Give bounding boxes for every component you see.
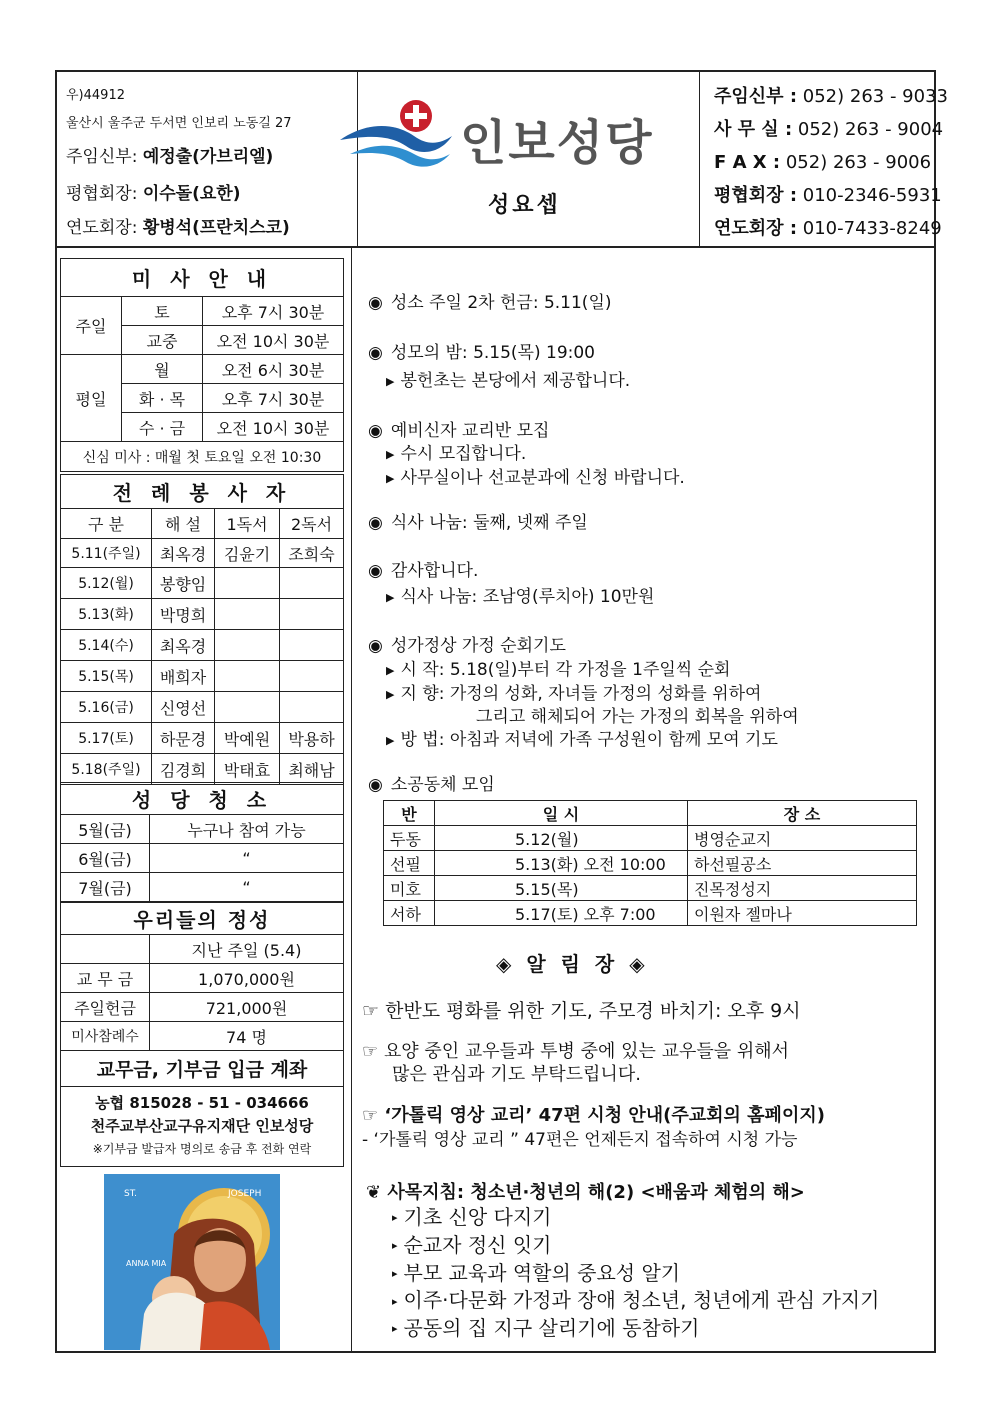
church-logo-icon [336, 96, 456, 172]
mass-day: 교중 [122, 326, 203, 355]
mass-day: 토 [122, 297, 203, 326]
notice-title: ◉ 성가정상 가정 순회기도 [368, 636, 566, 656]
server-cell: 조희숙 [280, 539, 344, 568]
contact-row: F A X : 052) 263 - 9006 [714, 152, 932, 173]
server-cell: 김윤기 [215, 539, 280, 568]
cleaning-note: “ [150, 873, 344, 902]
icon-label-top: ST. [124, 1189, 138, 1199]
server-cell: 최옥경 [152, 539, 215, 568]
server-cell: 최옥경 [152, 630, 215, 661]
pastoral-item: ▸ 이주·다문화 가정과 장애 청소년, 청년에게 관심 가지기 [392, 1288, 880, 1313]
server-cell [215, 568, 280, 599]
triangle-icon: ▶ [386, 663, 395, 677]
server-cell [280, 630, 344, 661]
pointing-hand-icon: ☞ [362, 1000, 386, 1022]
server-cell: 신영선 [152, 692, 215, 723]
notice-sub: ▶ 봉헌초는 본당에서 제공합니다. [386, 371, 631, 391]
mass-time: 오전 10시 30분 [203, 326, 344, 355]
notice-sub: ▶ 수시 모집합니다. [386, 444, 527, 464]
mass-sunday-label: 주일 [61, 297, 122, 355]
sg-header: 일 시 [435, 801, 688, 826]
sg-header: 반 [384, 801, 435, 826]
cleaning-note: 누구나 참여 가능 [150, 815, 344, 844]
pointing-hand-icon: ☞ [362, 1105, 385, 1126]
server-date: 5.15(목) [61, 661, 152, 692]
bullet-icon: ◉ [368, 636, 383, 656]
header-divider-right [699, 72, 700, 248]
sg-cell: 5.15(목) [435, 876, 688, 901]
bullet-icon: ◉ [368, 513, 383, 533]
cleaning-month: 7월(금) [61, 873, 150, 902]
board-title: ◈ 알 림 장 ◈ [496, 952, 649, 976]
body-divider [351, 248, 352, 1352]
pastoral-item: ▸ 공동의 집 지구 살리기에 동참하기 [392, 1316, 700, 1340]
mass-time: 오전 10시 30분 [203, 413, 344, 442]
bullet-icon: ◉ [368, 293, 383, 313]
servers-header: 해 설 [152, 509, 215, 539]
pastor-name: 예정출(가브리엘) [142, 147, 274, 167]
server-date: 5.17(토) [61, 723, 152, 754]
contact-list [714, 80, 948, 245]
notice-title: ◉ 성모의 밤: 5.15(목) 19:00 [368, 343, 595, 363]
server-cell: 최해남 [280, 754, 344, 785]
server-cell: 박예원 [215, 723, 280, 754]
offering-label: 교 무 금 [61, 964, 150, 993]
cleaning-month: 5월(금) [61, 815, 150, 844]
account-holder: 천주교부산교구유지재단 인보성당 [90, 1117, 314, 1135]
cleaning-title: 성 당 청 소 [61, 783, 344, 815]
notice-sub: ▶ 식사 나눔: 조남영(루치아) 10만원 [386, 587, 655, 607]
board-item: ☞ ‘가톨릭 영상 교리’ 47편 시청 안내(주교회의 홈페이지) - ‘가톨릭 영상 교리 ” 47편은 언제든지 접속하여 시청 가능 [362, 1105, 825, 1150]
account-title: 교무금, 기부금 입금 계좌 [61, 1051, 344, 1087]
server-date: 5.11(주일) [61, 539, 152, 568]
small-group-table [383, 800, 917, 926]
offering-value: 721,000원 [150, 993, 344, 1022]
notice-title: ◉ 성소 주일 2차 헌금: 5.11(일) [368, 293, 612, 313]
prayer-row [66, 213, 290, 238]
server-date: 5.12(월) [61, 568, 152, 599]
pastoral-list [392, 1204, 879, 1343]
notice-sub: ▶ 지 향: 가정의 성화, 자녀들 가정의 성화를 위하여 [386, 684, 762, 704]
server-cell: 하문경 [152, 723, 215, 754]
notice-title: ◉ 소공동체 모임 [368, 775, 495, 795]
triangle-icon: ▶ [386, 590, 395, 604]
pastor-row [66, 142, 273, 167]
offering-label: 미사참례수 [61, 1022, 150, 1051]
server-cell: 봉향임 [152, 568, 215, 599]
mass-footer: 신심 미사 : 매월 첫 토요일 오전 10:30 [61, 442, 344, 472]
server-cell [280, 599, 344, 630]
cleaning-month: 6월(금) [61, 844, 150, 873]
notice-title: ◉ 예비신자 교리반 모집 [368, 421, 550, 441]
server-cell: 박명희 [152, 599, 215, 630]
postal-code: 우)44912 [66, 88, 125, 103]
sg-cell: 선필 [384, 851, 435, 876]
server-cell [280, 661, 344, 692]
servers-header: 1독서 [215, 509, 280, 539]
mass-day: 수 · 금 [122, 413, 203, 442]
account-box [60, 1050, 344, 1167]
server-cell: 박용하 [280, 723, 344, 754]
sg-cell: 5.12(월) [435, 826, 688, 851]
council-name: 이수돌(요한) [142, 184, 241, 204]
notice-sub-cont: 그리고 해체되어 가는 가정의 회복을 위하여 [476, 707, 799, 727]
sg-cell: 미호 [384, 876, 435, 901]
server-cell [215, 661, 280, 692]
cleaning-table [60, 782, 344, 902]
board-item: ☞ 요양 중인 교우들과 투병 중에 있는 교우들을 위해서 많은 관심과 기도 부탁드립니다. [362, 1041, 790, 1085]
server-cell: 배희자 [152, 661, 215, 692]
server-cell [280, 568, 344, 599]
icon-label-side: ANNA MIA [126, 1259, 167, 1268]
offering-value: 1,070,000원 [150, 964, 344, 993]
account-number: 농협 815028 - 51 - 034666 [95, 1094, 309, 1112]
servers-header: 2독서 [280, 509, 344, 539]
server-date: 5.16(금) [61, 692, 152, 723]
patron-saint: 성요셉 [488, 193, 561, 218]
mass-table [60, 258, 344, 472]
bullet-icon: ◉ [368, 421, 383, 441]
servers-header: 구 분 [61, 509, 152, 539]
server-cell [215, 630, 280, 661]
notice-title: ◉ 식사 나눔: 둘째, 넷째 주일 [368, 513, 588, 533]
triangle-icon: ▶ [386, 471, 395, 485]
server-cell [280, 692, 344, 723]
contact-row: 사 무 실 : 052) 263 - 9004 [714, 119, 944, 140]
sg-cell: 병영순교지 [688, 826, 917, 851]
contact-row: 주임신부 : 052) 263 - 9033 [714, 86, 948, 107]
servers-title: 전 례 봉 사 자 [61, 475, 344, 509]
server-date: 5.18(주일) [61, 754, 152, 785]
server-cell [215, 692, 280, 723]
triangle-icon: ▸ [392, 1266, 398, 1280]
triangle-icon: ▸ [392, 1211, 398, 1225]
offering-table [60, 902, 344, 1051]
church-name: 인보성당 [460, 115, 654, 171]
mass-weekday-label: 평일 [61, 355, 122, 442]
prayer-label: 연도회장: [66, 218, 138, 238]
bullet-icon: ◉ [368, 775, 383, 795]
sg-header: 장 소 [688, 801, 917, 826]
triangle-icon: ▸ [392, 1322, 398, 1336]
dove-icon: ❦ [366, 1182, 388, 1203]
triangle-icon: ▶ [386, 687, 395, 701]
notice-title: ◉ 감사합니다. [368, 561, 479, 581]
sg-cell: 이원자 젤마나 [688, 901, 917, 926]
mass-time: 오후 7시 30분 [203, 297, 344, 326]
contact-row: 연도회장 : 010-7433-8249 [714, 218, 942, 239]
prayer-name: 황병석(프란치스코) [142, 218, 290, 238]
triangle-icon: ▶ [386, 447, 395, 461]
triangle-icon: ▶ [386, 374, 395, 388]
sg-cell: 5.17(토) 오후 7:00 [435, 901, 688, 926]
server-date: 5.13(화) [61, 599, 152, 630]
offering-value: 74 명 [150, 1022, 344, 1051]
server-cell [215, 599, 280, 630]
pointing-hand-icon: ☞ [362, 1041, 384, 1062]
mass-day: 화 · 목 [122, 384, 203, 413]
pastoral-item: ▸ 기초 신앙 다지기 [392, 1205, 552, 1229]
mass-day: 월 [122, 355, 203, 384]
sg-cell: 두동 [384, 826, 435, 851]
notice-sub: ▶ 시 작: 5.18(일)부터 각 가정을 1주일씩 순회 [386, 660, 731, 680]
triangle-icon: ▸ [392, 1294, 398, 1308]
notice-sub: ▶ 방 법: 아침과 저녁에 가족 구성원이 함께 모여 기도 [386, 730, 778, 750]
address: 울산시 울주군 두서면 인보리 노동길 27 [66, 116, 292, 131]
council-row [66, 179, 240, 204]
server-cell: 박태효 [215, 754, 280, 785]
server-date: 5.14(수) [61, 630, 152, 661]
notice-sub: ▶ 사무실이나 선교분과에 신청 바랍니다. [386, 468, 685, 488]
contact-row: 평협회장 : 010-2346-5931 [714, 185, 942, 206]
icon-label-top2: JOSEPH [228, 1189, 262, 1199]
sg-cell: 서하 [384, 901, 435, 926]
bullet-icon: ◉ [368, 343, 383, 363]
st-joseph-icon-image [104, 1174, 280, 1350]
pastoral-title: 사목지침: 청소년·청년의 해(2) <배움과 체험의 해> [387, 1182, 805, 1203]
server-cell: 김경희 [152, 754, 215, 785]
pastoral-item: ▸ 순교자 정신 잇기 [392, 1232, 552, 1257]
offering-title: 우리들의 정성 [61, 903, 344, 935]
board-item: ☞ 한반도 평화를 위한 기도, 주모경 바치기: 오후 9시 [362, 1000, 801, 1022]
account-note: ※기부금 발급자 명의로 송금 후 전화 연락 [92, 1142, 312, 1156]
pastoral-item: ▸ 부모 교육과 역할의 중요성 알기 [392, 1260, 681, 1285]
mass-time: 오후 7시 30분 [203, 384, 344, 413]
bullet-icon: ◉ [368, 561, 383, 581]
triangle-icon: ▶ [386, 733, 395, 747]
servers-table [60, 474, 344, 785]
mass-time: 오전 6시 30분 [203, 355, 344, 384]
sg-cell: 진목정성지 [688, 876, 917, 901]
pastoral-title-row [366, 1178, 805, 1204]
offering-label: 주일헌금 [61, 993, 150, 1022]
pastor-label: 주임신부: [66, 147, 138, 167]
mass-title: 미 사 안 내 [61, 259, 344, 297]
cleaning-note: “ [150, 844, 344, 873]
council-label: 평협회장: [66, 184, 138, 204]
offering-period: 지난 주일 (5.4) [150, 935, 344, 964]
triangle-icon: ▸ [392, 1239, 398, 1252]
sg-cell: 5.13(화) 오전 10:00 [435, 851, 688, 876]
sg-cell: 하선필공소 [688, 851, 917, 876]
